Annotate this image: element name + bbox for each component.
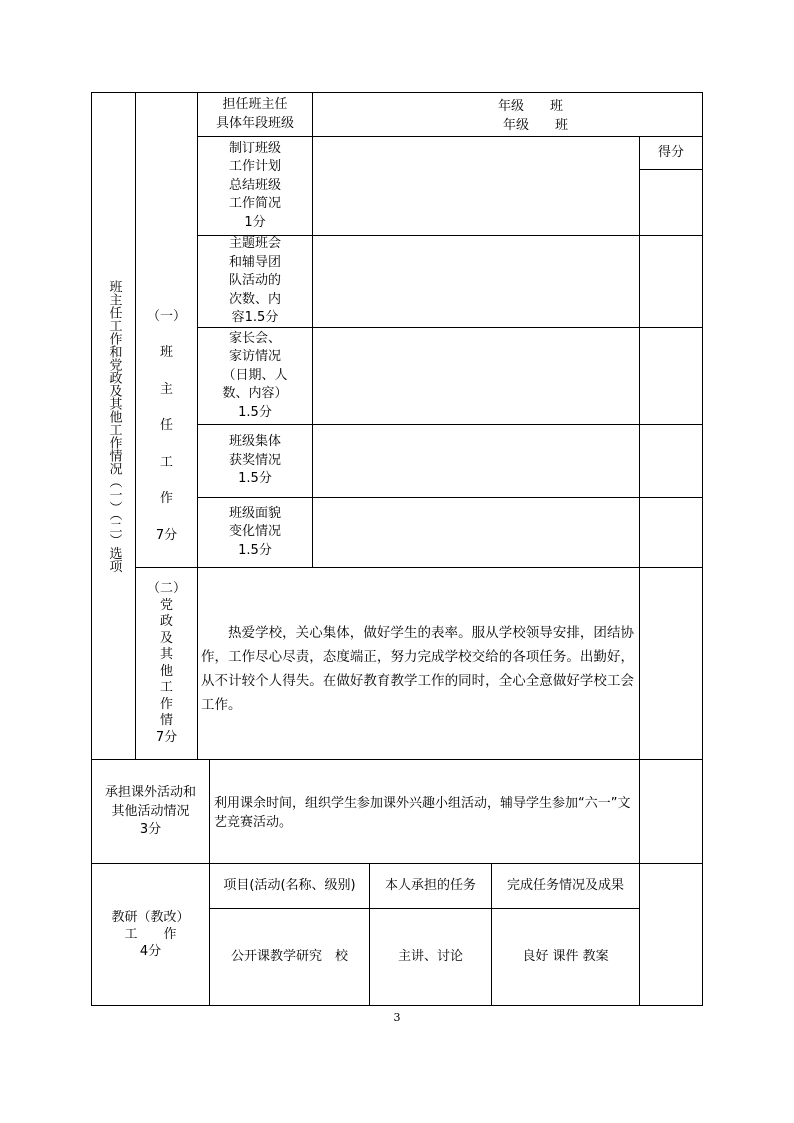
class-assignment-value: 年级 班 年级 班 bbox=[498, 99, 569, 133]
row-label-work-plan: 制订班级 工作计划 总结班级 工作简况 1分 bbox=[228, 140, 281, 230]
class-teacher-title-char: 班 bbox=[159, 345, 173, 360]
section-label: 班主任工作和党政及其他工作情况（一）（二）选项 bbox=[106, 279, 122, 573]
row-label-parent-meeting: 家长会、 家访情况 （日期、人 数、内容） 1.5分 bbox=[222, 330, 288, 420]
class-teacher-label bbox=[136, 93, 197, 567]
class-teacher-title-char: 主 bbox=[159, 382, 173, 397]
research-cell: 主讲、讨论 bbox=[397, 948, 463, 964]
table-border-bottom bbox=[91, 1005, 703, 1006]
row-label-class-awards: 班级集体 获奖情况 1.5分 bbox=[228, 434, 281, 487]
research-cell: 良好 课件 教案 bbox=[522, 948, 609, 964]
page-number: 3 bbox=[393, 1011, 401, 1024]
research-label: 教研（教改） 工 作 4分 bbox=[111, 910, 190, 959]
row-label-class-changes: 班级面貌 变化情况 1.5分 bbox=[228, 505, 281, 558]
score-header: 得分 bbox=[657, 144, 684, 160]
party-work-content: 热爱学校，关心集体，做好学生的表率。服从学校领导安排，团结协作，工作尽心尽责，态度端正，努力完成学校交给的各项任务。出勤好，从不计较个人得失。在做好教育教学工作的同时，全心全意做好学校工会工作。 bbox=[201, 625, 634, 713]
research-column-header: 完成任务情况及成果 bbox=[506, 877, 624, 893]
class-teacher-heading: （一） bbox=[146, 309, 186, 324]
class-teacher-title-char: 任 bbox=[159, 418, 173, 433]
class-teacher-title-char: 作 bbox=[159, 491, 173, 506]
section-label-cell bbox=[92, 93, 135, 759]
grid-line bbox=[91, 759, 703, 760]
grid-line bbox=[639, 136, 640, 1005]
row-label-theme-meeting: 主题班会 和辅导团 队活动的 次数、内 容1.5分 bbox=[228, 236, 281, 326]
extracurricular-content: 利用课余时间，组织学生参加课外兴趣小组活动，辅导学生参加“六一”文艺竞赛活动。 bbox=[214, 796, 631, 830]
extracurricular-label: 承担课外活动和 其他活动情况 3分 bbox=[104, 785, 196, 838]
grid-line bbox=[312, 92, 313, 567]
research-column-header: 项目(活动(名称、级别) bbox=[223, 877, 356, 893]
research-column-header: 本人承担的任务 bbox=[384, 877, 476, 893]
class-assignment-label: 担任班主任 具体年段班级 bbox=[215, 97, 294, 131]
table-border-right bbox=[702, 92, 703, 1006]
research-cell: 公开课教学研究 校 bbox=[230, 948, 348, 964]
grid-line bbox=[639, 169, 702, 170]
grid-line bbox=[209, 759, 210, 863]
class-teacher-score: 7分 bbox=[155, 528, 178, 543]
party-work-label: （二） 党 政 及 其 他 工 作 情 7分 bbox=[146, 581, 186, 745]
class-teacher-title-char: 工 bbox=[159, 455, 173, 470]
grid-line bbox=[135, 567, 702, 568]
